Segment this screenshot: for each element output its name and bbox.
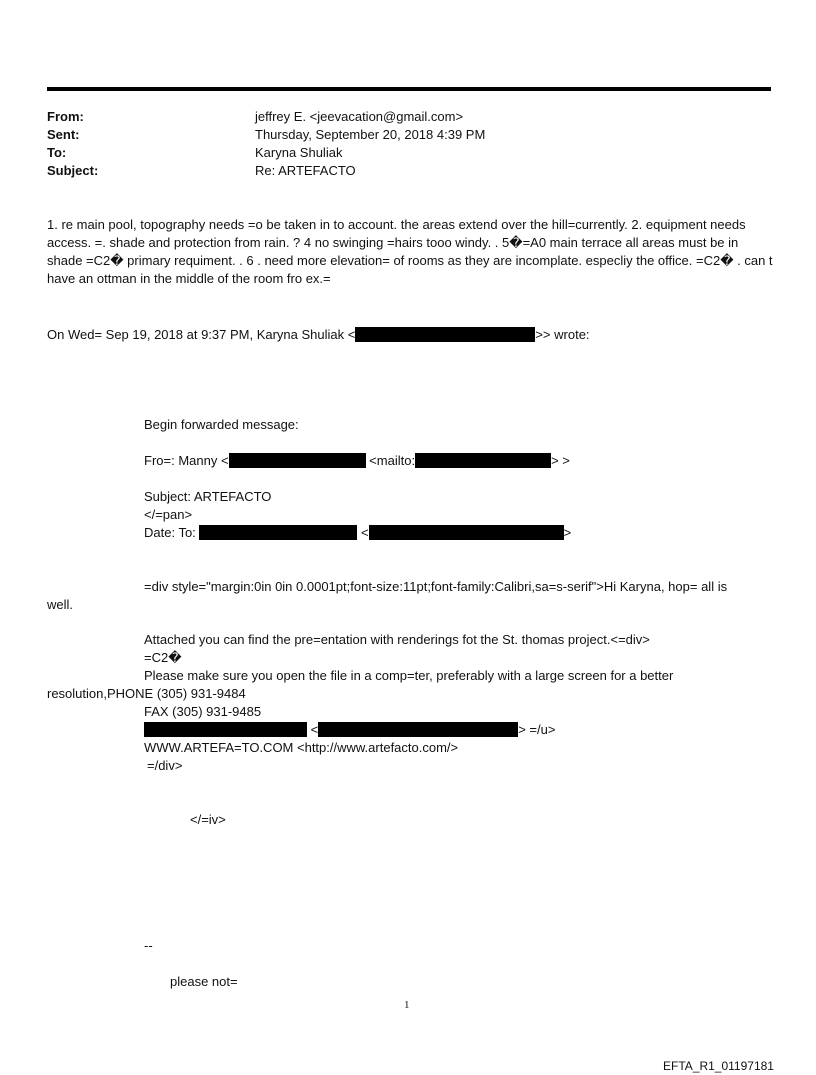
to-label: To: [47, 145, 67, 160]
header-rule [47, 87, 771, 91]
fwd-website: WWW.ARTEFA=TO.COM <http://www.artefacto.com/> [144, 740, 459, 755]
page-number: 1 [404, 999, 410, 1011]
forwarded-from-line [144, 452, 570, 470]
fwd-c2: =C2� [144, 650, 182, 665]
fwd-lt-2: < [310, 722, 319, 737]
redaction-block [199, 525, 357, 540]
redaction-block [318, 722, 518, 737]
redaction-block [415, 453, 551, 468]
fwd-div-line: =div style="margin:0in 0in 0.0001pt;font-size:11pt;font-family:Calibri,sa=s-serif">Hi Karyna, hop= all is [144, 579, 728, 594]
redaction-block [355, 327, 535, 342]
fwd-iv-close: </=iv> [190, 812, 226, 827]
fwd-div-close: =/div> [147, 758, 183, 773]
to-value: Karyna Shuliak [255, 145, 343, 160]
begin-forwarded: Begin forwarded message: [144, 417, 299, 432]
fwd-date-to-prefix: Date: To: [144, 525, 196, 540]
fwd-gt: > [563, 525, 572, 540]
fwd-from-suffix: > > [551, 453, 570, 468]
subject-label: Subject: [47, 163, 99, 178]
fwd-please: Please make sure you open the file in a comp=ter, preferably with a large screen for a better [144, 668, 674, 683]
fwd-u-close: > =/u> [518, 722, 556, 737]
fwd-resolution: resolution,PHONE (305) 931-9484 [47, 686, 246, 701]
fwd-well: well. [47, 597, 74, 612]
redaction-block [229, 453, 366, 468]
from-value: jeffrey E. <jeevacation@gmail.com> [255, 109, 464, 124]
fwd-lt: < [361, 525, 369, 540]
redaction-block [144, 722, 307, 737]
sent-value: Thursday, September 20, 2018 4:39 PM [255, 127, 486, 142]
subject-value: Re: ARTEFACTO [255, 163, 356, 178]
body-paragraph: 1. re main pool, topography needs =o be taken in to account. the areas extend over the hill=currently. 2. equipment needs access. =. shade and protection from rain. ? 4 no swinging =hairs tooo windy. . 5�=A0 main terrace all areas must be in shade =C2� primary requiment. . 6 . need more elevation= of rooms as they are incomplate. especliy the office. =C2� . can t have an ottman in the middle of the room fro ex.= [47, 217, 773, 286]
from-label: From: [47, 109, 84, 124]
please-not: please not= [170, 974, 238, 989]
signature-dashes: -- [144, 938, 153, 953]
fwd-email-line [144, 721, 555, 739]
fwd-fax: FAX (305) 931-9485 [144, 704, 262, 719]
fwd-attached: Attached you can find the pre=entation with renderings fot the St. thomas project.<=div> [144, 632, 650, 647]
wrote-line [47, 326, 590, 344]
sent-label: Sent: [47, 127, 80, 142]
fwd-from-prefix: Fro=: Manny < [144, 453, 229, 468]
redaction-block [369, 525, 564, 540]
fwd-mailto: <mailto: [369, 453, 416, 468]
wrote-suffix: >> wrote: [535, 327, 590, 342]
fwd-span-close: </=pan> [144, 507, 193, 522]
bates-number: EFTA_R1_01197181 [663, 1059, 774, 1073]
fwd-subject: Subject: ARTEFACTO [144, 489, 272, 504]
fwd-date-to-line [144, 524, 571, 542]
wrote-prefix: On Wed= Sep 19, 2018 at 9:37 PM, Karyna Shuliak < [47, 327, 356, 342]
